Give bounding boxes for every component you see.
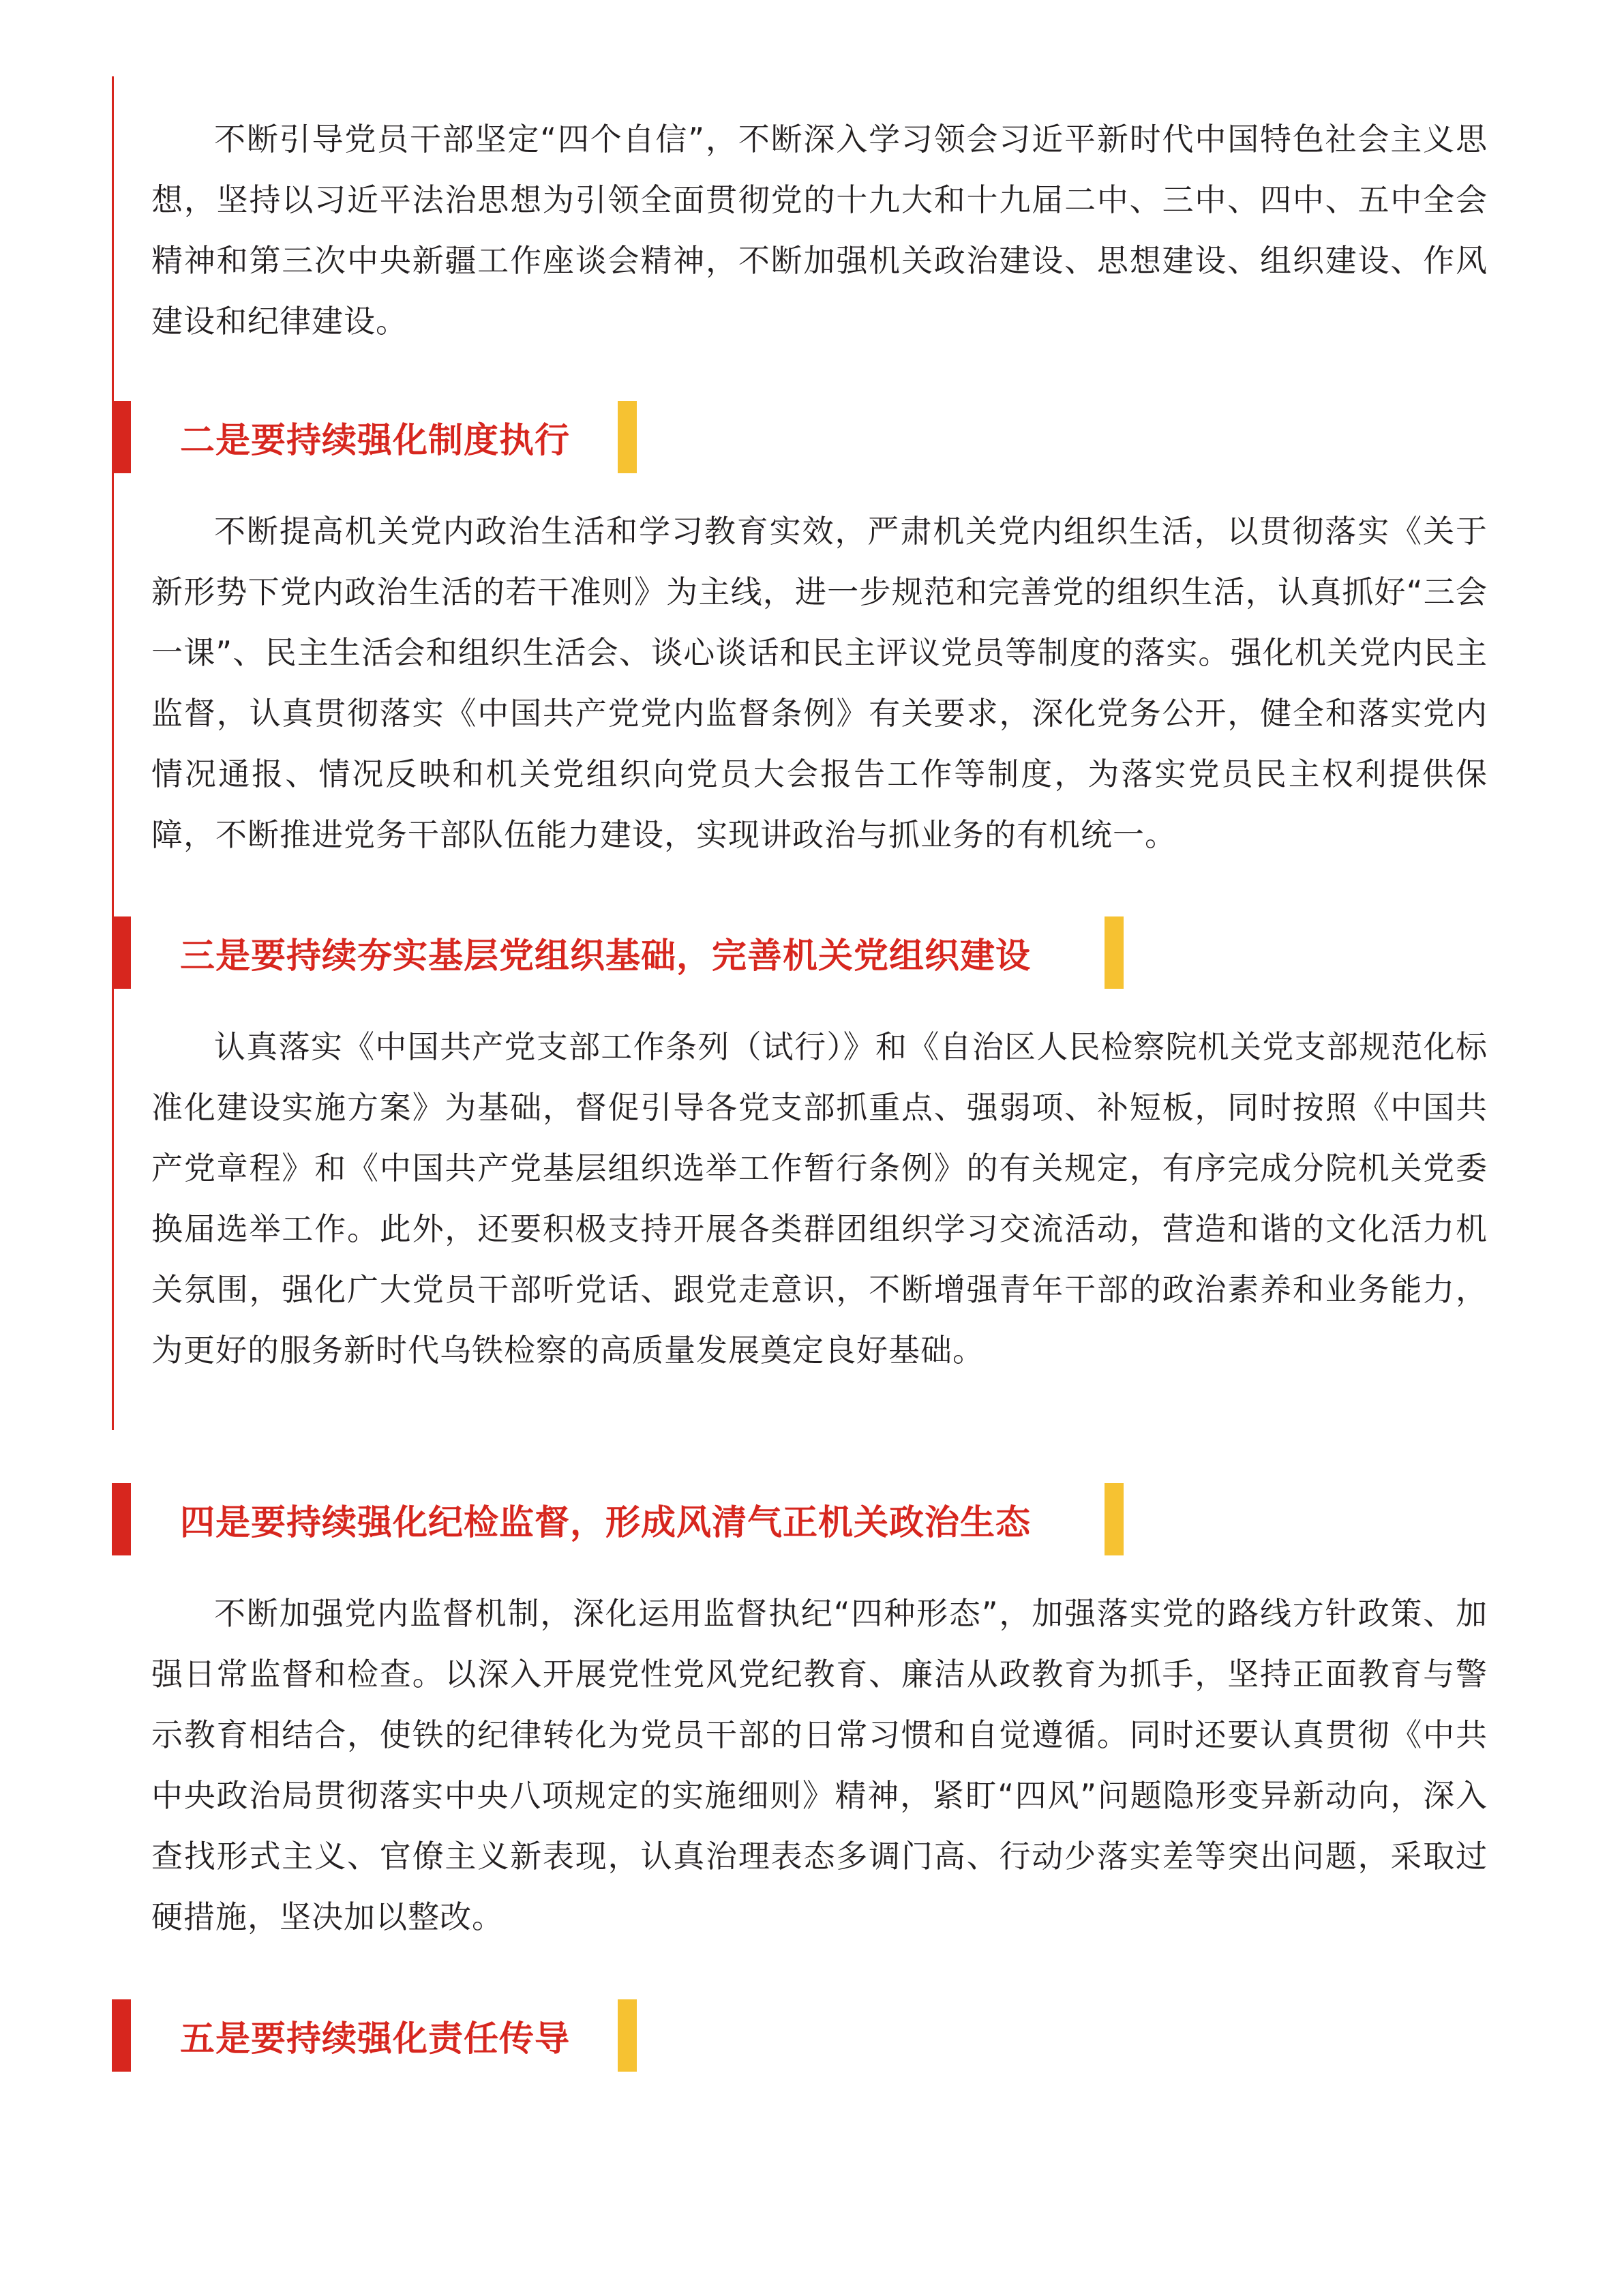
paragraph-3: 认真落实《中国共产党支部工作条列（试行）》和《自治区人民检察院机关党支部规范化标准化建设实施方案》为基础，督促引导各党支部抓重点、强弱项、补短板，同时按照《中国共产党章程》和《中国共产党基层组织选举工作暂行条例》的有关规定，有序完成分院机关党委换届选举工作。此外，还要积极支持开展各类群团组织学习交流活动，营造和谐的文化活力机关氛围，强化广大党员干部听党话、跟党走意识，不断增强青年干部的政治素养和业务能力，为更好的服务新时代乌铁检察的高质量发展奠定良好基础。 — [151, 1028, 1488, 1369]
heading-title: 五是要持续强化责任传导 — [180, 2019, 571, 2059]
paragraph-1: 不断引导党员干部坚定“四个自信”，不断深入学习领会习近平新时代中国特色社会主义思想，坚持以习近平法治思想为引领全面贯彻党的十九大和十九届二中、三中、四中、五中全会精神和第三次中央新疆工作座谈会精神，不断加强机关政治建设、思想建设、组织建设、作风建设和纪律建设。 — [151, 121, 1488, 340]
paragraph-2: 不断提高机关党内政治生活和学习教育实效，严肃机关党内组织生活，以贯彻落实《关于新形势下党内政治生活的若干准则》为主线，进一步规范和完善党的组织生活，认真抓好“三会一课”、民主生活会和组织生活会、谈心谈话和民主评议党员等制度的落实。强化机关党内民主监督，认真贯彻落实《中国共产党党内监督条例》有关要求，深化党务公开，健全和落实党内情况通报、情况反映和机关党组织向党员大会报告工作等制度，为落实党员民主权利提供保障，不断推进党务干部队伍能力建设，实现讲政治与抓业务的有机统一。 — [151, 513, 1488, 853]
heading-title: 四是要持续强化纪检监督，形成风清气正机关政治生态 — [180, 1503, 1032, 1543]
heading-title: 三是要持续夯实基层党组织基础，完善机关党组织建设 — [180, 936, 1032, 976]
heading-red-bar — [112, 401, 131, 473]
heading-yellow-bar — [618, 401, 637, 473]
heading-red-bar — [112, 916, 131, 989]
heading-yellow-bar — [618, 1999, 637, 2072]
heading-red-bar — [112, 1999, 131, 2072]
heading-yellow-bar — [1105, 916, 1124, 989]
heading-yellow-bar — [1105, 1483, 1124, 1555]
left-red-rule — [112, 76, 114, 1430]
paragraph-4: 不断加强党内监督机制，深化运用监督执纪“四种形态”，加强落实党的路线方针政策、加强日常监督和检查。以深入开展党性党风党纪教育、廉洁从政教育为抓手，坚持正面教育与警示教育相结合，使铁的纪律转化为党员干部的日常习惯和自觉遵循。同时还要认真贯彻《中共中央政治局贯彻落实中央八项规定的实施细则》精神，紧盯“四风”问题隐形变异新动向，深入查找形式主义、官僚主义新表现，认真治理表态多调门高、行动少落实差等突出问题，采取过硬措施，坚决加以整改。 — [151, 1595, 1488, 1935]
heading-red-bar — [112, 1483, 131, 1555]
heading-title: 二是要持续强化制度执行 — [180, 421, 571, 461]
